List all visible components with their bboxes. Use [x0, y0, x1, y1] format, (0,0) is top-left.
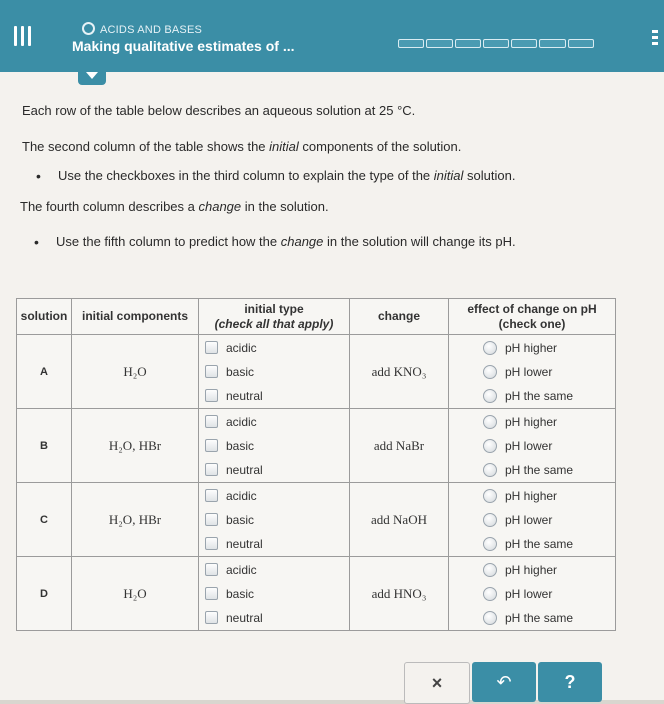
change-text: add NaBr	[350, 409, 449, 483]
row-label: D	[17, 557, 72, 631]
topic-text: ACIDS AND BASES	[100, 24, 203, 36]
progress-segment	[568, 39, 594, 48]
more-icon[interactable]	[652, 30, 662, 48]
checkbox-basic[interactable]: basic	[199, 360, 349, 384]
radio-ph-same[interactable]: pH the same	[449, 606, 615, 630]
progress-segment	[455, 39, 481, 48]
intro-bullet-1: • Use the checkboxes in the third column to explain the type of the initial solution.	[58, 168, 515, 183]
progress-segment	[483, 39, 509, 48]
checkbox-acidic[interactable]: acidic	[199, 558, 349, 582]
type-options	[199, 557, 350, 631]
table-row	[17, 409, 616, 483]
table-row	[17, 483, 616, 557]
radio-ph-lower[interactable]: pH lower	[449, 508, 615, 532]
initial-components: H₂O, HBr	[72, 483, 199, 557]
checkbox-basic[interactable]: basic	[199, 508, 349, 532]
checkbox-neutral[interactable]: neutral	[199, 532, 349, 556]
type-options	[199, 335, 350, 409]
progress-segment	[511, 39, 537, 48]
change-text: add KNO₃	[350, 335, 449, 409]
checkbox-neutral[interactable]: neutral	[199, 606, 349, 630]
clear-button[interactable]: ×	[404, 662, 470, 704]
intro-bullet-2: • Use the fifth column to predict how the change in the solution will change its pH.	[56, 234, 516, 249]
collapse-toggle-icon[interactable]	[78, 67, 106, 85]
effect-options	[449, 483, 616, 557]
header-initial-type: initial type (check all that apply)	[199, 299, 350, 335]
radio-ph-lower[interactable]: pH lower	[449, 360, 615, 384]
table-row	[17, 557, 616, 631]
topic-label	[82, 22, 202, 36]
answer-toolbar	[404, 662, 602, 704]
checkbox-basic[interactable]: basic	[199, 434, 349, 458]
help-button[interactable]: ?	[538, 662, 602, 702]
radio-ph-higher[interactable]: pH higher	[449, 558, 615, 582]
effect-options	[449, 557, 616, 631]
radio-ph-same[interactable]: pH the same	[449, 384, 615, 408]
undo-button[interactable]: ↶	[472, 662, 536, 702]
intro-paragraph-3: The fourth column describes a change in the solution.	[20, 199, 329, 214]
radio-ph-higher[interactable]: pH higher	[449, 410, 615, 434]
checkbox-acidic[interactable]: acidic	[199, 336, 349, 360]
menu-icon[interactable]	[14, 26, 34, 46]
initial-components: H₂O, HBr	[72, 409, 199, 483]
effect-options	[449, 409, 616, 483]
radio-ph-lower[interactable]: pH lower	[449, 434, 615, 458]
page-title: Making qualitative estimates of ...	[72, 38, 295, 54]
checkbox-neutral[interactable]: neutral	[199, 458, 349, 482]
effect-options	[449, 335, 616, 409]
row-label: A	[17, 335, 72, 409]
topic-circle-icon	[82, 22, 95, 35]
radio-ph-higher[interactable]: pH higher	[449, 484, 615, 508]
checkbox-acidic[interactable]: acidic	[199, 484, 349, 508]
progress-segment	[426, 39, 452, 48]
checkbox-neutral[interactable]: neutral	[199, 384, 349, 408]
initial-components: H₂O	[72, 557, 199, 631]
header-effect: effect of change on pH (check one)	[449, 299, 616, 335]
progress-bar	[398, 39, 594, 48]
row-label: C	[17, 483, 72, 557]
progress-segment	[539, 39, 565, 48]
initial-components: H₂O	[72, 335, 199, 409]
header-change: change	[350, 299, 449, 335]
progress-segment	[398, 39, 424, 48]
radio-ph-lower[interactable]: pH lower	[449, 582, 615, 606]
solutions-table	[16, 298, 616, 631]
header-bar	[0, 0, 664, 72]
intro-paragraph-1: Each row of the table below describes an aqueous solution at 25 °C.	[22, 103, 416, 118]
change-text: add HNO₃	[350, 557, 449, 631]
type-options	[199, 483, 350, 557]
header-initial-components: initial components	[72, 299, 199, 335]
header-solution: solution	[17, 299, 72, 335]
change-text: add NaOH	[350, 483, 449, 557]
checkbox-basic[interactable]: basic	[199, 582, 349, 606]
type-options	[199, 409, 350, 483]
row-label: B	[17, 409, 72, 483]
radio-ph-same[interactable]: pH the same	[449, 458, 615, 482]
radio-ph-higher[interactable]: pH higher	[449, 336, 615, 360]
checkbox-acidic[interactable]: acidic	[199, 410, 349, 434]
intro-paragraph-2: The second column of the table shows the initial components of the solution.	[22, 139, 462, 154]
radio-ph-same[interactable]: pH the same	[449, 532, 615, 556]
table-row	[17, 335, 616, 409]
table-header-row	[17, 299, 616, 335]
